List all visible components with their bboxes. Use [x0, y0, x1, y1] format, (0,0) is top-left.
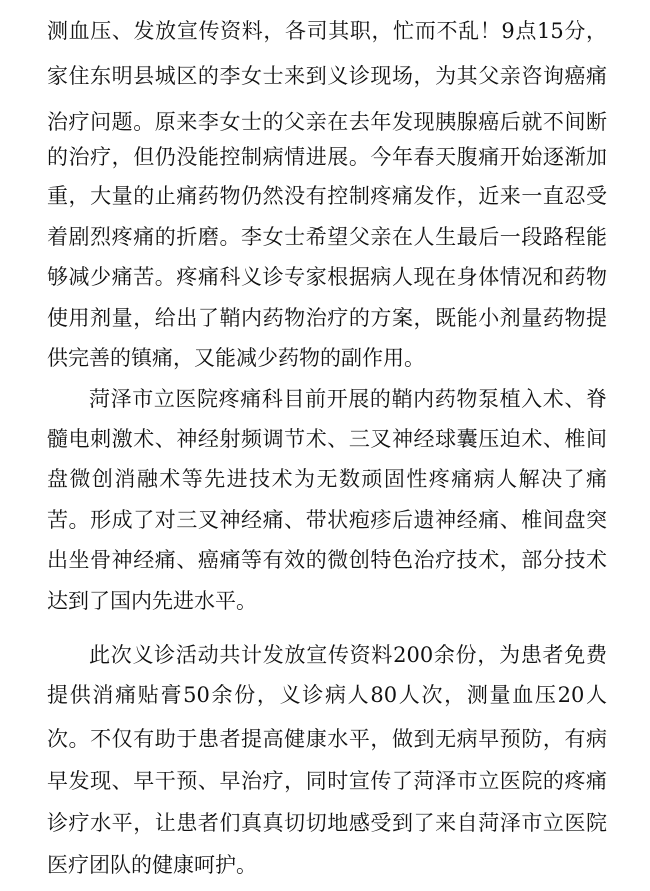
paragraph-3-line-2: 提供消痛贴膏50余份，义诊病人80人次，测量血压20人: [47, 683, 607, 707]
paragraph-3-line-3: 次。不仅有助于患者提高健康水平，做到无病早预防，有病: [47, 727, 607, 751]
paragraph-3-line-5: 诊疗水平，让患者们真真切切地感受到了来自菏泽市立医院: [47, 811, 607, 835]
paragraph-1-line-1: 测血压、发放宣传资料，各司其职，忙而不乱！9点15分，: [47, 19, 607, 43]
paragraph-2-line-6: 达到了国内先进水平。: [47, 589, 257, 613]
paragraph-2-line-5: 出坐骨神经痛、癌痛等有效的微创特色治疗技术，部分技术: [47, 548, 607, 572]
paragraph-1-line-8: 使用剂量，给出了鞘内药物治疗的方案，既能小剂量药物提: [47, 306, 607, 330]
paragraph-3-line-6: 医疗团队的健康呵护。: [47, 853, 257, 877]
paragraph-2-line-2: 髓电刺激术、神经射频调节术、三叉神经球囊压迫术、椎间: [47, 427, 607, 451]
paragraph-1-line-7: 够减少痛苦。疼痛科义诊专家根据病人现在身体情况和药物: [47, 265, 607, 289]
paragraph-1-line-6: 着剧烈疼痛的折磨。李女士希望父亲在人生最后一段路程能: [47, 225, 607, 249]
paragraph-3-line-4: 早发现、早干预、早治疗，同时宣传了菏泽市立医院的疼痛: [47, 769, 607, 793]
paragraph-1-line-3: 治疗问题。原来李女士的父亲在去年发现胰腺癌后就不间断: [47, 110, 607, 134]
paragraph-3-line-1: 此次义诊活动共计发放宣传资料200余份，为患者免费: [89, 643, 607, 667]
paragraph-1-line-2: 家住东明县城区的李女士来到义诊现场，为其父亲咨询癌痛: [47, 64, 607, 88]
paragraph-2-line-4: 苦。形成了对三叉神经痛、带状疱疹后遗神经痛、椎间盘突: [47, 508, 607, 532]
paragraph-2-line-3: 盘微创消融术等先进技术为无数顽固性疼痛病人解决了痛: [47, 467, 607, 491]
paragraph-2-line-1: 菏泽市立医院疼痛科目前开展的鞘内药物泵植入术、脊: [89, 387, 607, 411]
paragraph-1-line-5: 重，大量的止痛药物仍然没有控制疼痛发作，近来一直忍受: [47, 184, 607, 208]
paragraph-1-line-4: 的治疗，但仍没能控制病情进展。今年春天腹痛开始逐渐加: [47, 145, 607, 169]
paragraph-1-line-9: 供完善的镇痛，又能减少药物的副作用。: [47, 346, 425, 370]
